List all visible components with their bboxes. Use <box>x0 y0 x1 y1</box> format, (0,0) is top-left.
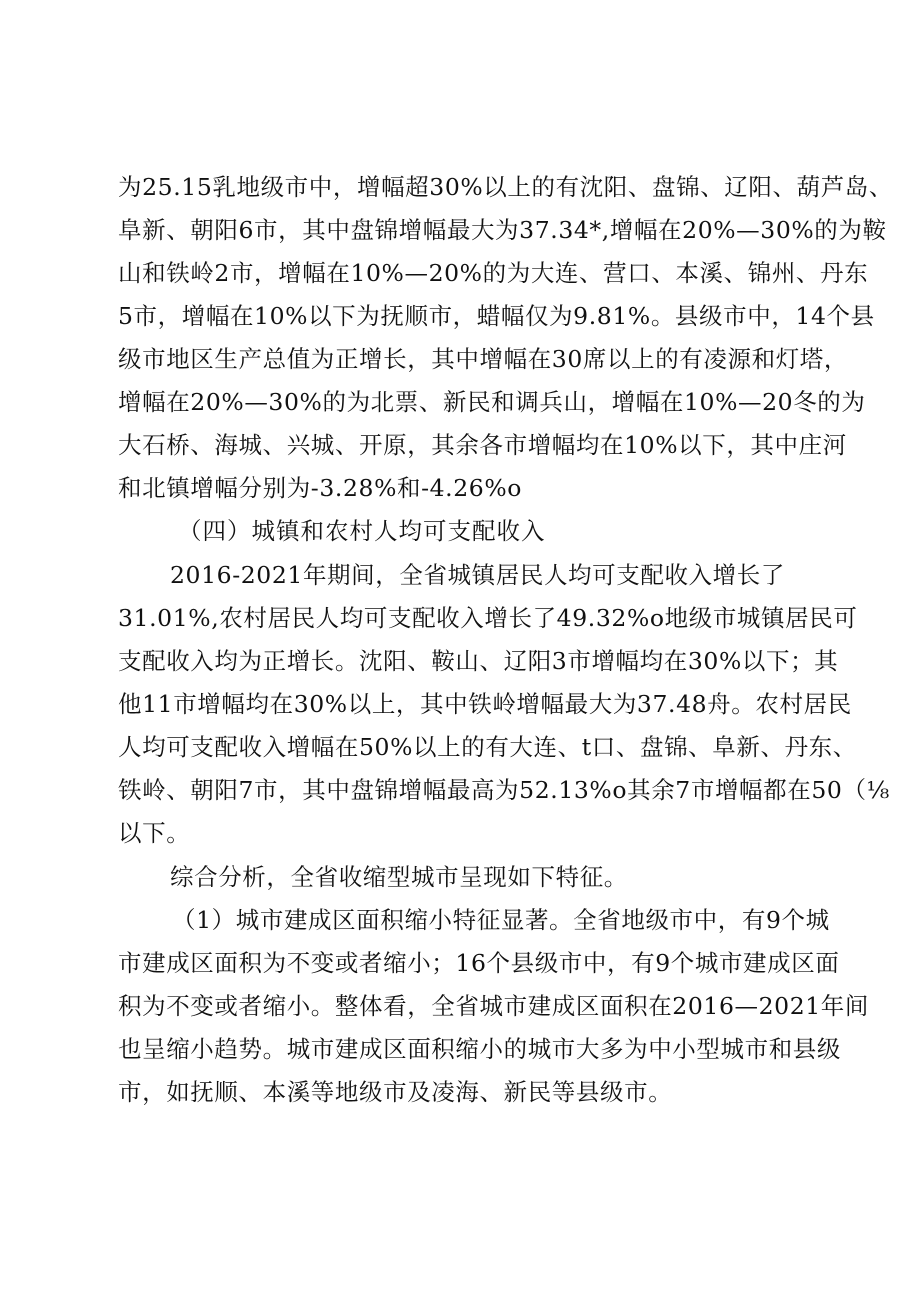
para1-line: 增幅在20%—30%的为北票、新民和调兵山，增幅在10%—20冬的为 <box>118 388 866 416</box>
para4-line: （1）城市建成区面积缩小特征显著。全省地级市中，有9个城 <box>172 906 830 934</box>
para2-line: 以下。 <box>118 819 191 847</box>
para1-line: 为25.15乳地级市中，增幅超30%以上的有沈阳、盘锦、辽阳、葫芦岛、 <box>118 173 894 201</box>
para2-line: 31.01%,农村居民人均可支配收入增长了49.32%o地级市城镇居民可 <box>118 604 858 632</box>
para1-line: 级市地区生产总值为正增长，其中增幅在30席以上的有凌源和灯塔， <box>118 345 849 373</box>
para2-line: 支配收入均为正增长。沈阳、鞍山、辽阳3市增幅均在30%以下；其 <box>118 647 839 675</box>
para4-line: 积为不变或者缩小。整体看，全省城市建成区面积在2016—2021年间 <box>118 992 870 1020</box>
para2-line: 人均可支配收入增幅在50%以上的有大连、t口、盘锦、阜新、丹东、 <box>118 733 857 761</box>
para2-line: 2016-2021年期间，全省城镇居民人均可支配收入增长了 <box>170 561 785 589</box>
para2-line: 铁岭、朝阳7市，其中盘锦增幅最高为52.13%o其余7市增幅都在50（⅛ <box>118 776 890 804</box>
para1-line: 和北镇增幅分别为-3.28%和-4.26%o <box>118 474 523 502</box>
para4-line: 也呈缩小趋势。城市建成区面积缩小的城市大多为中小型城市和县级 <box>118 1035 841 1063</box>
para4-line: 市，如抚顺、本溪等地级市及凌海、新民等县级市。 <box>118 1078 673 1106</box>
para4-line: 市建成区面积为不变或者缩小；16个县级市中，有9个城市建成区面 <box>118 949 840 977</box>
para2-line: 他11市增幅均在30%以上，其中铁岭增幅最大为37.48舟。农村居民 <box>118 690 852 718</box>
para3-line: 综合分析，全省收缩型城市呈现如下特征。 <box>170 863 628 891</box>
section-heading: （四）城镇和农村人均可支配收入 <box>178 517 546 545</box>
para1-line: 阜新、朝阳6市，其中盘锦增幅最大为37.34*,增幅在20%—30%的为鞍 <box>118 216 887 244</box>
para1-line: 大石桥、海城、兴城、开原，其余各市增幅均在10%以下，其中庄河 <box>118 431 847 459</box>
para1-line: 山和铁岭2市，增幅在10%—20%的为大连、营口、本溪、锦州、丹东 <box>118 259 869 287</box>
para1-line: 5市，增幅在10%以下为抚顺市，蜡幅仅为9.81%。县级市中，14个县 <box>118 302 875 330</box>
